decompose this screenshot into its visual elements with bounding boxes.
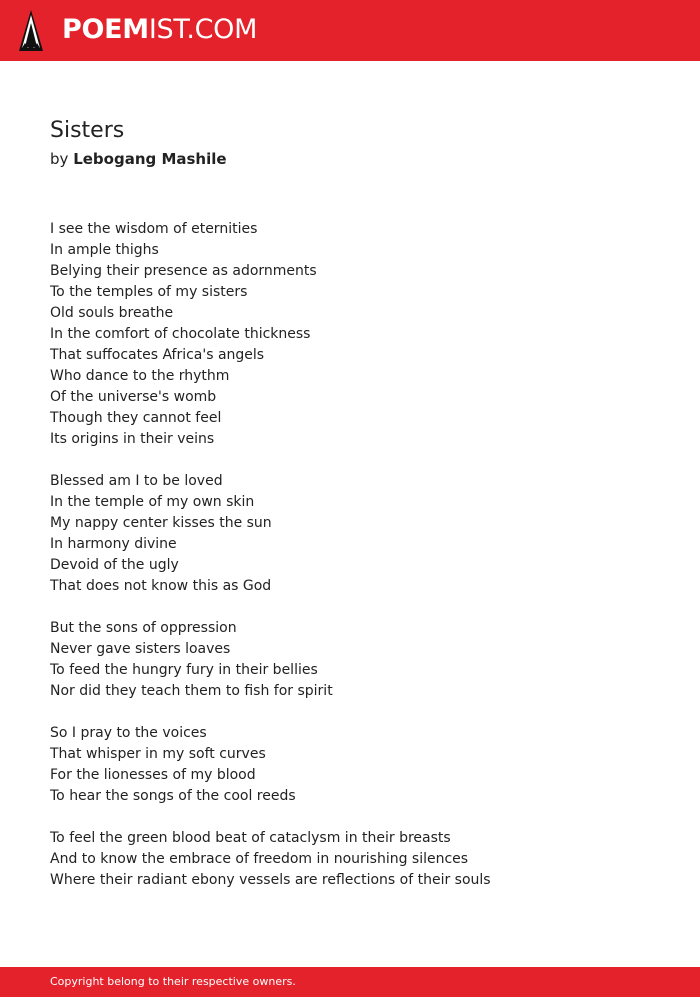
poem-title: Sisters	[50, 118, 125, 143]
poem-line: Of the universe's womb	[50, 389, 217, 405]
poem-line: Where their radiant ebony vessels are reflections of their souls	[50, 872, 491, 888]
poem-line: For the lionesses of my blood	[50, 767, 256, 783]
poem-line: In harmony divine	[50, 536, 177, 552]
poem-line: Its origins in their veins	[50, 431, 215, 447]
pencil-icon[interactable]	[19, 10, 43, 51]
poem-line: To feel the green blood beat of cataclysm in their breasts	[50, 830, 451, 846]
poem-line: Nor did they teach them to fish for spirit	[50, 683, 333, 699]
poem-line: So I pray to the voices	[50, 725, 207, 741]
site-name-rest: IST.COM	[148, 14, 258, 45]
poem-line: And to know the embrace of freedom in nourishing silences	[50, 851, 469, 867]
site-name-link[interactable]	[62, 12, 257, 48]
poem-author: Lebogang Mashile	[73, 150, 227, 168]
poem-stanza	[50, 471, 650, 597]
poem-line: In the temple of my own skin	[50, 494, 255, 510]
poem-line: I see the wisdom of eternities	[50, 221, 258, 237]
poem-line: Belying their presence as adornments	[50, 263, 317, 279]
poem-body	[50, 219, 650, 912]
poem-line: In the comfort of chocolate thickness	[50, 326, 311, 342]
copyright-notice: Copyright belong to their respective owners.	[50, 975, 296, 988]
site-footer	[0, 967, 700, 997]
poem-line: Never gave sisters loaves	[50, 641, 231, 657]
poem-line: That suffocates Africa's angels	[50, 347, 265, 363]
poem-line: Blessed am I to be loved	[50, 473, 223, 489]
poem-line: That does not know this as God	[50, 578, 272, 594]
poem-line: To feed the hungry fury in their bellies	[50, 662, 318, 678]
poem-stanza	[50, 219, 650, 450]
poem-byline	[50, 149, 227, 169]
byline-prefix: by	[50, 150, 69, 168]
site-name-bold: POEM	[62, 14, 149, 45]
poem-line: Who dance to the rhythm	[50, 368, 230, 384]
poem-line: Though they cannot feel	[50, 410, 222, 426]
poem-line: Old souls breathe	[50, 305, 174, 321]
poem-line: But the sons of oppression	[50, 620, 237, 636]
poem-stanza	[50, 828, 650, 891]
poem-line: In ample thighs	[50, 242, 159, 258]
poem-line: That whisper in my soft curves	[50, 746, 266, 762]
poem-line: Devoid of the ugly	[50, 557, 179, 573]
poem-stanza	[50, 618, 650, 702]
site-header	[0, 0, 700, 61]
poem-line: To hear the songs of the cool reeds	[50, 788, 296, 804]
poem-line: My nappy center kisses the sun	[50, 515, 272, 531]
poem-line: To the temples of my sisters	[50, 284, 248, 300]
poem-stanza	[50, 723, 650, 807]
